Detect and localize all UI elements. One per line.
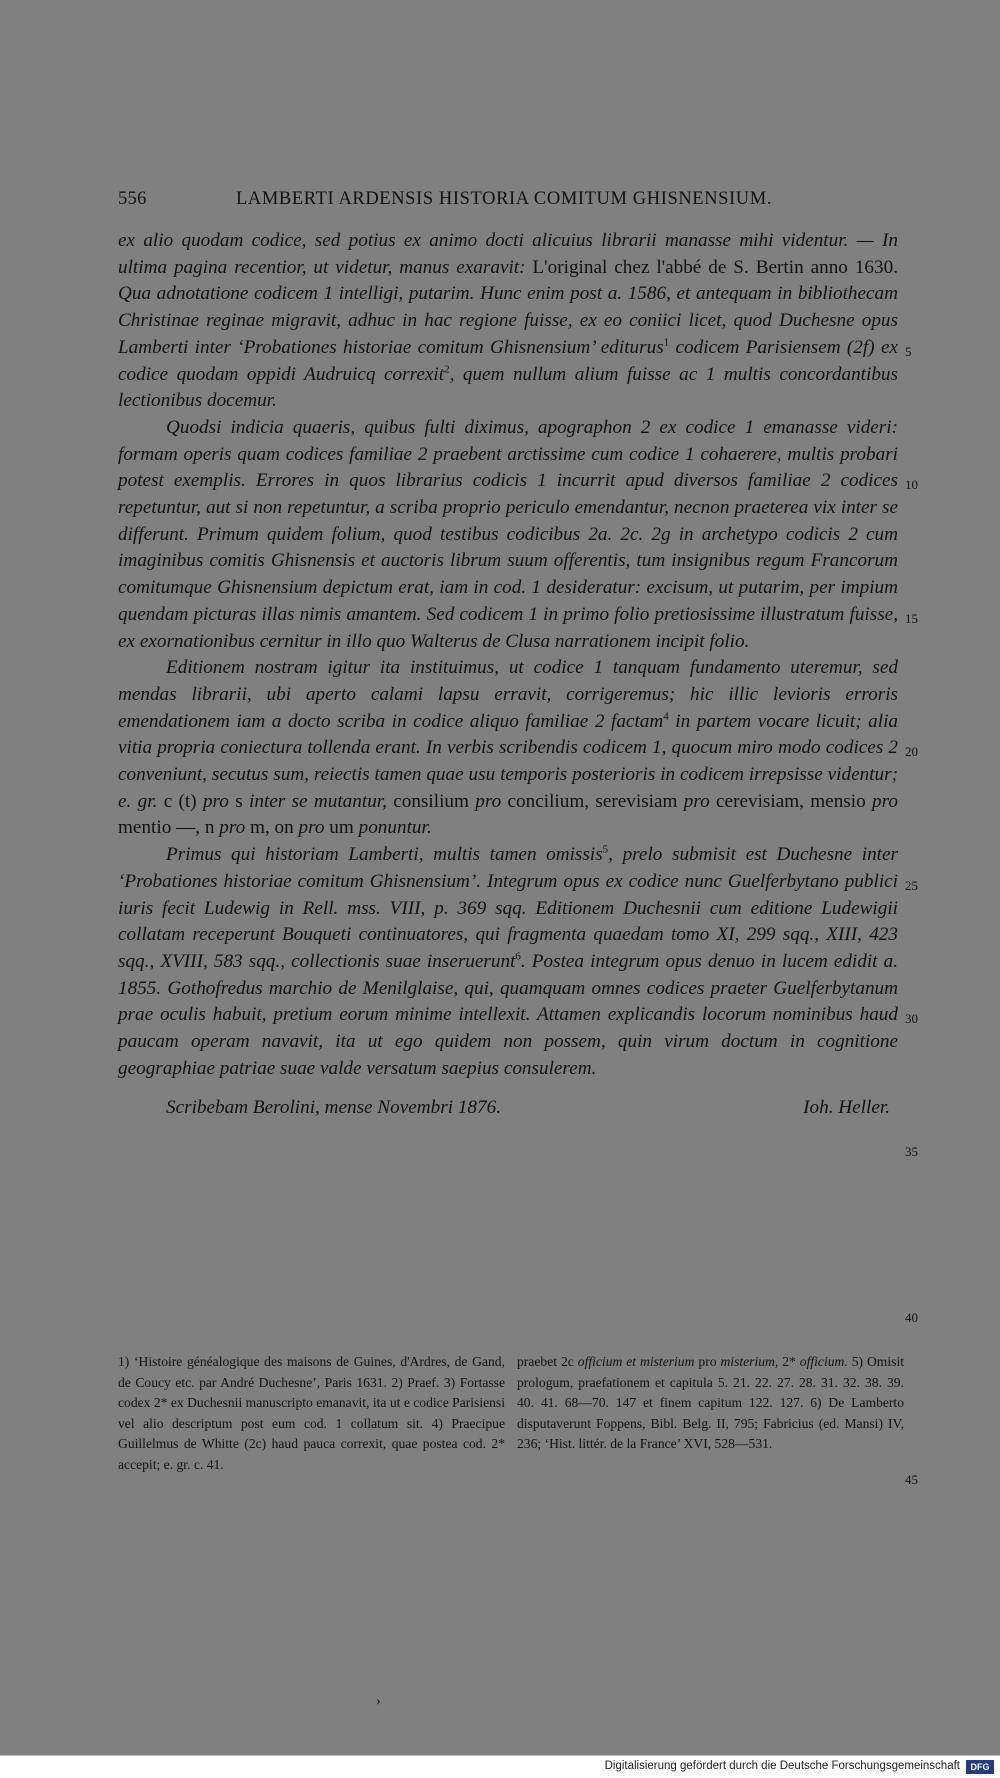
center-mark: › (376, 1694, 381, 1709)
footnotes (118, 1352, 904, 1476)
paragraph-4: Primus qui historiam Lamberti, multis tamen omissis$^5$, prelo submisit est Duchesne inter ‘Probationes historiae comitum Ghisnensium’. Integrum opus ex codice nunc Guelferbytano publici iuris fecit Ludewig in Rell. mss. VIII, p. 369 sqq. Editionem Duchesnii cum editione Ludewigii collatam receperunt Bouqueti continuatores, qui fragmenta quaedam tomo XI, 299 sqq., XIII, 423 sqq., XVIII, 583 sqq., collectionis suae inseruerunt$^6$. Postea integrum opus denuo in lucem edidit a. 1855. Gothofredus marchio de Menilglaise, qui, quamquam omnes codices praeter Guelferbytanum prae oculis habuit, pretium eorum minime intellexit. Attamen explicandis locorum nominibus haud paucam operam navavit, ita ut ego quidem non possem, quin virum doctum in cognitione geographiae patriae suae valde versatum saepius consulerem. (118, 843, 898, 1079)
footnotes-left-column: 1) ‘Histoire généalogique des maisons de Guines, d'Ardres, de Gand, de Coucy etc. par André Duchesne’, Paris 1631. 2) Praef. 3) Fortasse codex 2* ex Duchesnii manuscripto emanavit, ita ut e codice Parisiensi vel alio descriptum post eum cod. 1 collatum sit. 4) Praecipue Guillelmus de Whitte (2c) haud pauca correxit, quae postea cod. 2* accepit; e. gr. c. 41. (118, 1354, 505, 1472)
footer-bar (0, 1755, 1000, 1778)
dfg-logo-icon[interactable]: DFG (966, 1760, 994, 1774)
paragraph-1: ex alio quodam codice, sed potius ex animo docti alicuius librarii manasse mihi videntur. — In ultima pagina recentior, ut videtur, manus exaravit: L'original chez l'abbé de S. Bertin anno 1630. Qua adnotatione codicem 1 intelligi, putarim. Hunc enim post a. 1586, et antequam in bibliothecam Christinae reginae migravit, adhuc in hac regione fuisse, ex eo coniici licet, quod Duchesne opus Lamberti inter ‘Probationes historiae comitum Ghisnensium’ editurus$^1$ codicem Parisiensem (2f) ex codice quodam oppidi Audruicq correxit$^2$, quem nullum alium fuisse ac 1 multis concordantibus lectionibus docemur. (118, 230, 898, 412)
signature-name: Ioh. Heller. (803, 1096, 890, 1118)
body-text (118, 228, 898, 1121)
line-number: 40 (905, 1310, 918, 1325)
line-number: 15 (905, 611, 918, 626)
footer-credit: Digitalisierung gefördert durch die Deutsche Forschungsgemeinschaft (604, 1760, 960, 1772)
line-number: 25 (905, 878, 918, 893)
line-number: 10 (905, 477, 918, 492)
page-header (118, 183, 910, 213)
line-number: 30 (905, 1011, 918, 1026)
line-number: 35 (905, 1144, 918, 1159)
signature-line (118, 1095, 898, 1122)
signature-place: Scribebam Berolini, mense Novembri 1876. (166, 1096, 502, 1118)
footnotes-right-column: praebet 2c officium et misterium pro misterium, 2* officium. 5) Omisit prologum, praefationem et capitula 5. 21. 22. 27. 28. 31. 32. 38. 39. 40. 41. 68—70. 147 et finem capitum 122. 127. 6) De Lamberto disputaverunt Foppens, Bibl. Belg. II, 795; Fabricius (ed. Mansi) IV, 236; ‘Hist. littér. de la France’ XVI, 528—531. (517, 1354, 904, 1452)
paragraph-3: Editionem nostram igitur ita instituimus, ut codice 1 tanquam fundamento uteremur, sed mendas librarii, ubi aperto calami lapsu erravit, corrigeremus; hic illic levioris erroris emendationem iam a docto scriba in codice aliquo familiae 2 factam$^4$ in partem vocare licuit; alia vitia propria coniectura tollenda erant. In verbis scribendis codicem 1, quocum miro modo codices 2 conveniunt, secutus sum, reiectis tamen quae usu temporis posterioris in codicem irrepsisse videntur; e. gr. c (t) pro s inter se mutantur, consilium pro concilium, serevisiam pro cerevisiam, mensio pro mentio —, n pro m, on pro um ponuntur. (118, 657, 898, 839)
page-number: 556 (118, 189, 147, 209)
line-number: 45 (905, 1472, 918, 1487)
line-number: 5 (905, 344, 912, 359)
line-number: 20 (905, 744, 918, 759)
paragraph-2: Quodsi indicia quaeris, quibus fulti diximus, apographon 2 ex codice 1 emanasse videri: formam operis quam codices familiae 2 praebent arctissime cum codice 1 cohaerere, multis probari potest exemplis. Errores in quos librarius codicis 1 incurrit apud diversos familiae 2 codices repetuntur, aut si non repetuntur, a scriba proprio periculo emendantur, necnon praeterea vix inter se differunt. Primum quidem folium, quod testibus codicibus 2a. 2c. 2g in archetypo codicis 2 cum imaginibus comitis Ghisnensis et auctoris librum suum offerentis, tum insignibus regum Francorum comitumque Ghisnensium depictum erat, iam in cod. 1 desideratur: excisum, ut putarim, per impium quendam picturas illas nimis amantem. Sed codicem 1 in primo folio pretiosissime illustratum fuisse, ex exornationibus cernitur in illo quo Walterus de Clusa narrationem incipit folio. (118, 416, 898, 652)
running-title: LAMBERTI ARDENSIS HISTORIA COMITUM GHISNENSIUM. (236, 189, 773, 209)
